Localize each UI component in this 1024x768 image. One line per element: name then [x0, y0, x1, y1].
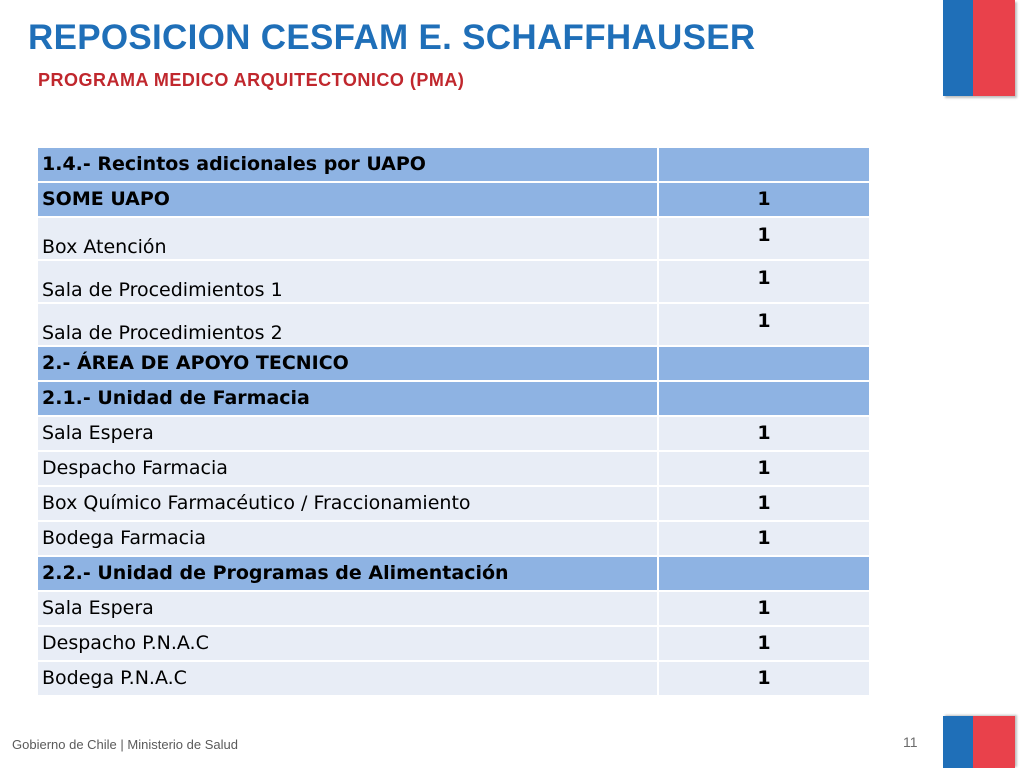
- section-row: [37, 147, 870, 182]
- table-row: [37, 303, 870, 346]
- row-quantity: 1: [658, 626, 870, 661]
- table-row: [37, 451, 870, 486]
- row-label: Bodega Farmacia: [37, 521, 658, 556]
- pma-table: [36, 146, 871, 697]
- row-label: Despacho P.N.A.C: [37, 626, 658, 661]
- row-label: Box Atención: [37, 217, 658, 260]
- table-row: [37, 260, 870, 303]
- row-label: Sala de Procedimientos 1: [37, 260, 658, 303]
- chile-flag-logo-bottom: [943, 716, 1015, 768]
- section-row: [37, 346, 870, 381]
- row-label: 2.1.- Unidad de Farmacia: [37, 381, 658, 416]
- slide-subtitle: PROGRAMA MEDICO ARQUITECTONICO (PMA): [38, 70, 465, 90]
- row-label: Sala Espera: [37, 416, 658, 451]
- footer-text: Gobierno de Chile | Ministerio de Salud: [12, 737, 238, 752]
- row-quantity: 1: [658, 451, 870, 486]
- row-label: 2.2.- Unidad de Programas de Alimentación: [37, 556, 658, 591]
- row-label: Sala Espera: [37, 591, 658, 626]
- table-row: [37, 217, 870, 260]
- row-label: SOME UAPO: [37, 182, 658, 217]
- table-row: [37, 661, 870, 696]
- row-quantity: 1: [658, 521, 870, 556]
- row-label: 2.- ÁREA DE APOYO TECNICO: [37, 346, 658, 381]
- table-row: [37, 521, 870, 556]
- row-quantity: 1: [658, 182, 870, 217]
- row-quantity: [658, 381, 870, 416]
- chile-flag-logo-top: [943, 0, 1015, 96]
- row-label: Despacho Farmacia: [37, 451, 658, 486]
- row-quantity: 1: [658, 260, 870, 303]
- row-quantity: 1: [658, 303, 870, 346]
- slide-title: REPOSICION CESFAM E. SCHAFFHAUSER: [28, 18, 756, 57]
- row-quantity: 1: [658, 591, 870, 626]
- section-row: [37, 556, 870, 591]
- row-quantity: 1: [658, 661, 870, 696]
- section-row: [37, 381, 870, 416]
- row-quantity: 1: [658, 486, 870, 521]
- row-quantity: [658, 147, 870, 182]
- section-row: [37, 182, 870, 217]
- row-quantity: [658, 556, 870, 591]
- row-quantity: 1: [658, 217, 870, 260]
- row-label: Box Químico Farmacéutico / Fraccionamiento: [37, 486, 658, 521]
- row-label: Bodega P.N.A.C: [37, 661, 658, 696]
- table-row: [37, 591, 870, 626]
- row-quantity: [658, 346, 870, 381]
- table-row: [37, 486, 870, 521]
- page-number: 11: [903, 734, 918, 750]
- row-quantity: 1: [658, 416, 870, 451]
- table-row: [37, 626, 870, 661]
- row-label: Sala de Procedimientos 2: [37, 303, 658, 346]
- row-label: 1.4.- Recintos adicionales por UAPO: [37, 147, 658, 182]
- table-row: [37, 416, 870, 451]
